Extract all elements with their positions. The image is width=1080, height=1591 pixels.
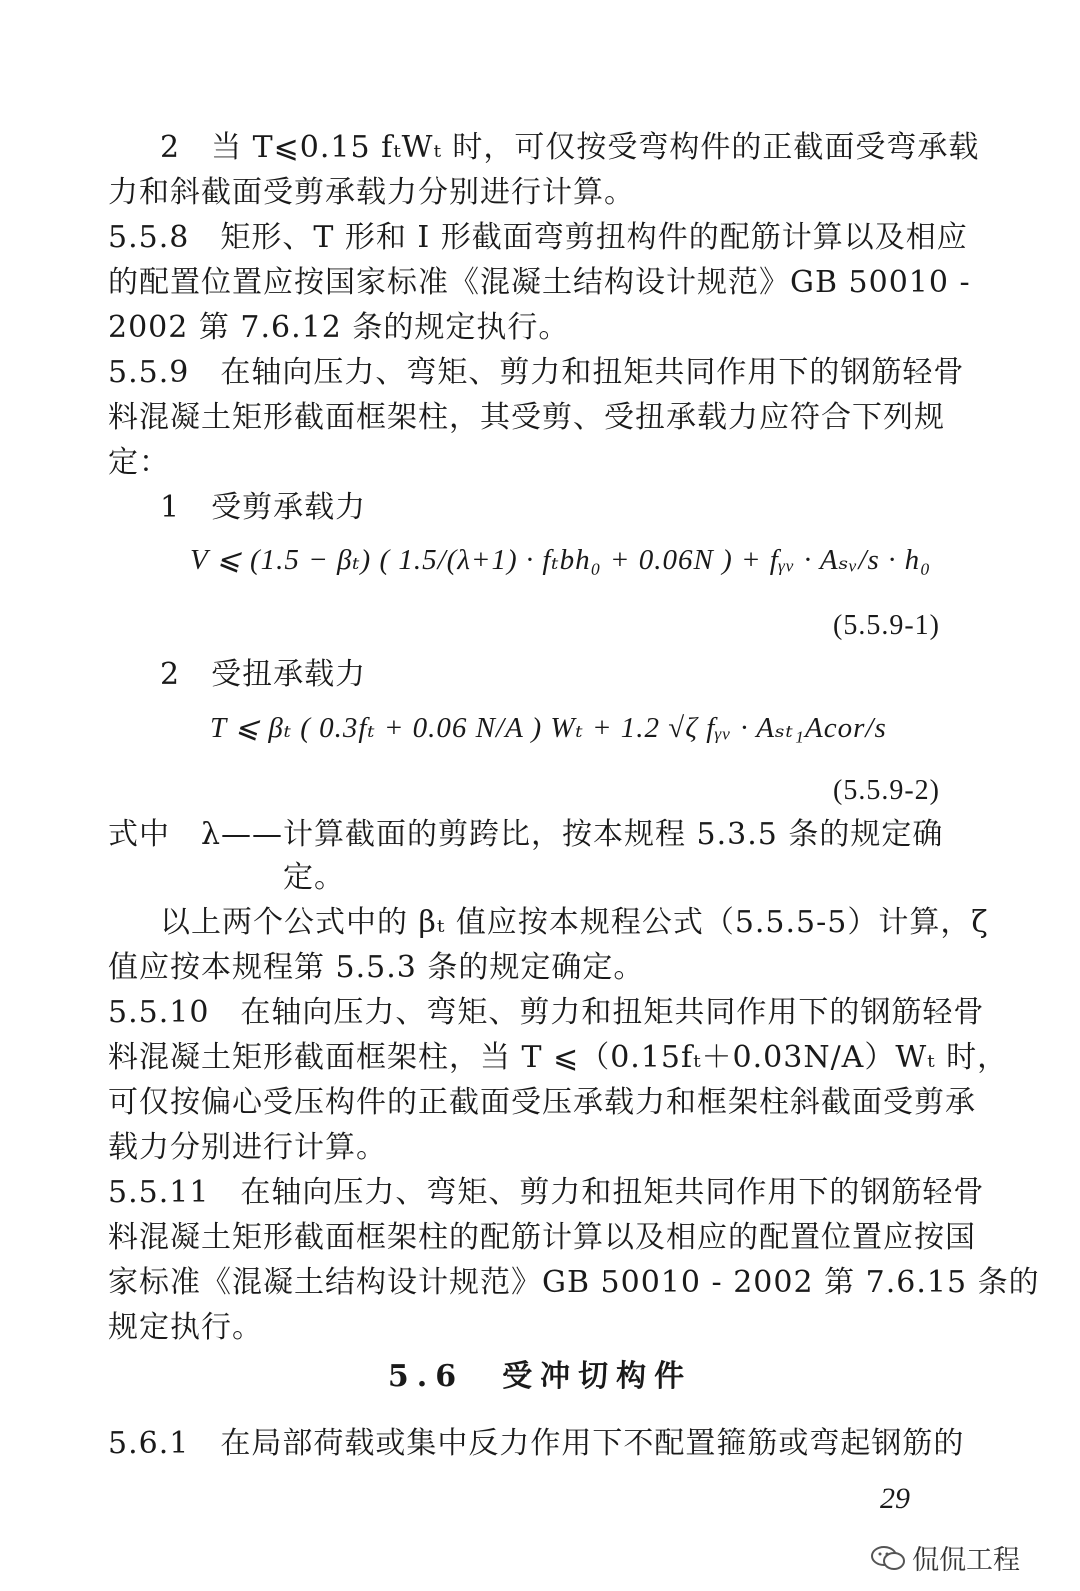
section-title: 5.6 受冲切构件 (387, 1359, 693, 1394)
text-line: 2002 第 7.6.12 条的规定执行。 (108, 310, 570, 345)
equation-number: (5.5.9-2) (833, 775, 940, 806)
text-line: 定： (108, 445, 170, 480)
text-line: 力和斜截面受剪承载力分别进行计算。 (108, 175, 635, 210)
text-line: 2 受扭承载力 (160, 657, 367, 692)
wechat-icon (870, 1544, 906, 1572)
text-line: 2 当 T⩽0.15 fₜWₜ 时，可仅按受弯构件的正截面受弯承载 (160, 130, 980, 165)
text-line: 规定执行。 (108, 1310, 263, 1345)
text-line: 1 受剪承载力 (160, 490, 367, 525)
watermark (870, 1538, 1020, 1577)
page-number: 29 (880, 1482, 910, 1515)
text-line: 定。 (283, 860, 345, 895)
text-line: 家标准《混凝土结构设计规范》GB 50010 - 2002 第 7.6.15 条的 (108, 1265, 1040, 1300)
text-line: 式中 λ——计算截面的剪跨比，按本规程 5.3.5 条的规定确 (108, 817, 944, 852)
text-line: 5.6.1 在局部荷载或集中反力作用下不配置箍筋或弯起钢筋的 (108, 1426, 965, 1461)
text-line: 的配置位置应按国家标准《混凝土结构设计规范》GB 50010 - (108, 265, 971, 300)
watermark-text: 侃侃工程 (912, 1545, 1020, 1576)
equation-shear: V ⩽ (1.5 − βₜ) ( 1.5/(λ+1) · fₜbh₀ + 0.06N ) + fᵧᵥ · Aₛᵥ/s · h₀ (190, 544, 932, 576)
text-line: 以上两个公式中的 βₜ 值应按本规程公式（5.5.5-5）计算，ζ (160, 905, 989, 940)
text-line: 5.5.8 矩形、T 形和 I 形截面弯剪扭构件的配筋计算以及相应 (108, 220, 968, 255)
text-line: 可仅按偏心受压构件的正截面受压承载力和框架柱斜截面受剪承 (108, 1085, 976, 1120)
text-line: 料混凝土矩形截面框架柱，其受剪、受扭承载力应符合下列规 (108, 400, 945, 435)
text-line: 5.5.11 在轴向压力、弯矩、剪力和扭矩共同作用下的钢筋轻骨 (108, 1175, 985, 1210)
text-line: 值应按本规程第 5.5.3 条的规定确定。 (108, 950, 645, 985)
text-line: 5.5.9 在轴向压力、弯矩、剪力和扭矩共同作用下的钢筋轻骨 (108, 355, 965, 390)
text-line: 料混凝土矩形截面框架柱，当 T ⩽（0.15fₜ＋0.03N/A）Wₜ 时， (108, 1040, 1009, 1075)
text-line: 5.5.10 在轴向压力、弯矩、剪力和扭矩共同作用下的钢筋轻骨 (108, 995, 985, 1030)
text-line: 载力分别进行计算。 (108, 1130, 387, 1165)
equation-torsion: T ⩽ βₜ ( 0.3fₜ + 0.06 N/A ) Wₜ + 1.2 √ζ fᵧᵥ · Aₛₜ₁Acor/s (210, 712, 887, 744)
equation-number: (5.5.9-1) (833, 610, 940, 641)
text-line: 料混凝土矩形截面框架柱的配筋计算以及相应的配置位置应按国 (108, 1220, 976, 1255)
